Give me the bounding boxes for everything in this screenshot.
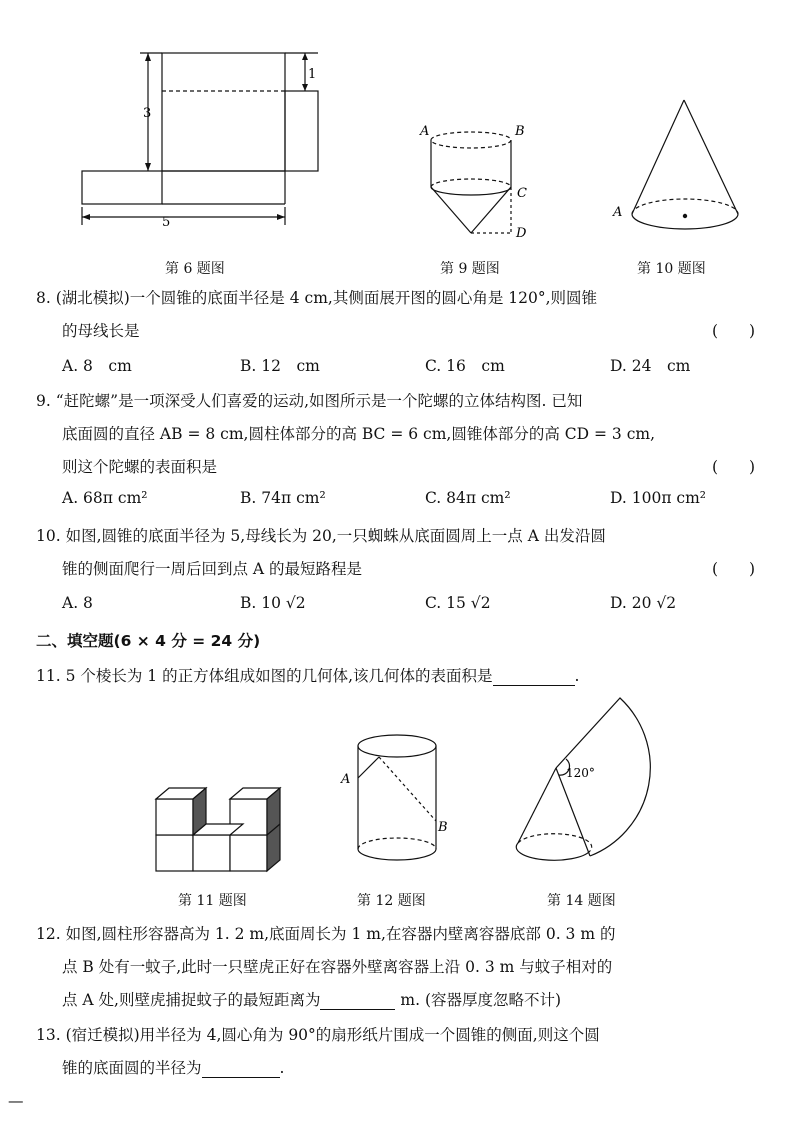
question-10-option-b: B. 10 √2 <box>240 594 306 612</box>
dim-width-label: 5 <box>162 215 171 230</box>
question-9-answer-paren: ( ) <box>712 458 756 476</box>
figure-6 <box>70 45 330 235</box>
question-12-answer-blank[interactable] <box>320 991 395 1010</box>
dim-height-label: 3 <box>143 106 152 121</box>
figure-14-caption: 第 14 题图 <box>547 893 616 909</box>
figure-12 <box>335 728 460 878</box>
question-12-unit: m. (容器厚度忽略不计) <box>395 991 562 1009</box>
question-8-line-1: 8. (湖北模拟)一个圆锥的底面半径是 4 cm,其侧面展开图的圆心角是 120°,则圆锥 <box>36 289 598 307</box>
figure-14 <box>510 693 660 873</box>
question-9-line-2: 底面圆的直径 AB = 8 cm,圆柱体部分的高 BC = 6 cm,圆锥体部分的高 CD = 3 cm, <box>62 425 655 443</box>
question-10-line-1: 10. 如图,圆锥的底面半径为 5,母线长为 20,一只蜘蛛从底面圆周上一点 A 出发沿圆 <box>36 527 606 545</box>
question-9-line-1: 9. “赶陀螺”是一项深受人们喜爱的运动,如图所示是一个陀螺的立体结构图. 已知 <box>36 392 583 410</box>
figure-12-caption: 第 12 题图 <box>357 893 426 909</box>
question-8-option-c: C. 16 cm <box>425 357 505 375</box>
question-11-answer-blank[interactable] <box>493 667 575 686</box>
question-13-line-1: 13. (宿迁模拟)用半径为 4,圆心角为 90°的扇形纸片围成一个圆锥的侧面,则这个圆 <box>36 1026 600 1044</box>
label-b: B <box>515 124 525 139</box>
angle-label: 120° <box>566 766 595 780</box>
footer-mark: — <box>8 1092 24 1110</box>
question-10-option-d: D. 20 √2 <box>610 594 677 612</box>
question-12-text: 点 A 处,则壁虎捕捉蚊子的最短距离为 <box>62 991 321 1009</box>
question-9-option-d: D. 100π cm² <box>610 489 707 507</box>
question-12-line-1: 12. 如图,圆柱形容器高为 1. 2 m,底面周长为 1 m,在容器内壁离容器底部 0. 3 m 的 <box>36 925 616 943</box>
question-9-option-b: B. 74π cm² <box>240 489 326 507</box>
figure-6-caption: 第 6 题图 <box>165 261 225 277</box>
question-8-option-a: A. 8 cm <box>62 357 132 375</box>
question-9-line-3: 则这个陀螺的表面积是 <box>62 458 218 476</box>
label-b: B <box>438 820 448 835</box>
question-9-option-a: A. 68π cm² <box>62 489 148 507</box>
question-8-answer-paren: ( ) <box>712 322 756 340</box>
question-12-line-2: 点 B 处有一蚊子,此时一只壁虎正好在容器外壁离容器上沿 0. 3 m 与蚊子相对的 <box>62 958 613 976</box>
question-8-line-2: 的母线长是 <box>62 322 140 340</box>
label-c: C <box>517 186 527 201</box>
label-d: D <box>516 226 527 241</box>
question-10-answer-paren: ( ) <box>712 560 756 578</box>
question-11-text: 11. 5 个棱长为 1 的正方体组成如图的几何体,该几何体的表面积是 <box>36 667 493 685</box>
question-13-line-2 <box>62 1056 284 1078</box>
question-13-end: . <box>279 1059 285 1077</box>
question-12-line-3 <box>62 988 561 1010</box>
label-a: A <box>341 772 351 787</box>
question-11-end: . <box>574 667 580 685</box>
figure-9 <box>412 115 542 245</box>
figure-10-caption: 第 10 题图 <box>637 261 706 277</box>
section-2-title: 二、填空题(6 × 4 分 = 24 分) <box>36 632 261 650</box>
question-8-option-d: D. 24 cm <box>610 357 691 375</box>
figure-11-caption: 第 11 题图 <box>178 893 247 909</box>
question-9-option-c: C. 84π cm² <box>425 489 511 507</box>
question-10-line-2: 锥的侧面爬行一周后回到点 A 的最短路程是 <box>62 560 363 578</box>
question-8-option-b: B. 12 cm <box>240 357 320 375</box>
question-10-option-c: C. 15 √2 <box>425 594 491 612</box>
figure-9-caption: 第 9 题图 <box>440 261 500 277</box>
question-11 <box>36 664 579 686</box>
label-a: A <box>613 205 623 220</box>
question-13-text: 锥的底面圆的半径为 <box>62 1059 202 1077</box>
question-13-answer-blank[interactable] <box>202 1059 280 1078</box>
dim-top-label: 1 <box>308 67 317 82</box>
figure-10 <box>605 95 755 240</box>
label-a: A <box>420 124 430 139</box>
figure-11 <box>150 780 285 880</box>
question-10-option-a: A. 8 <box>62 594 93 612</box>
